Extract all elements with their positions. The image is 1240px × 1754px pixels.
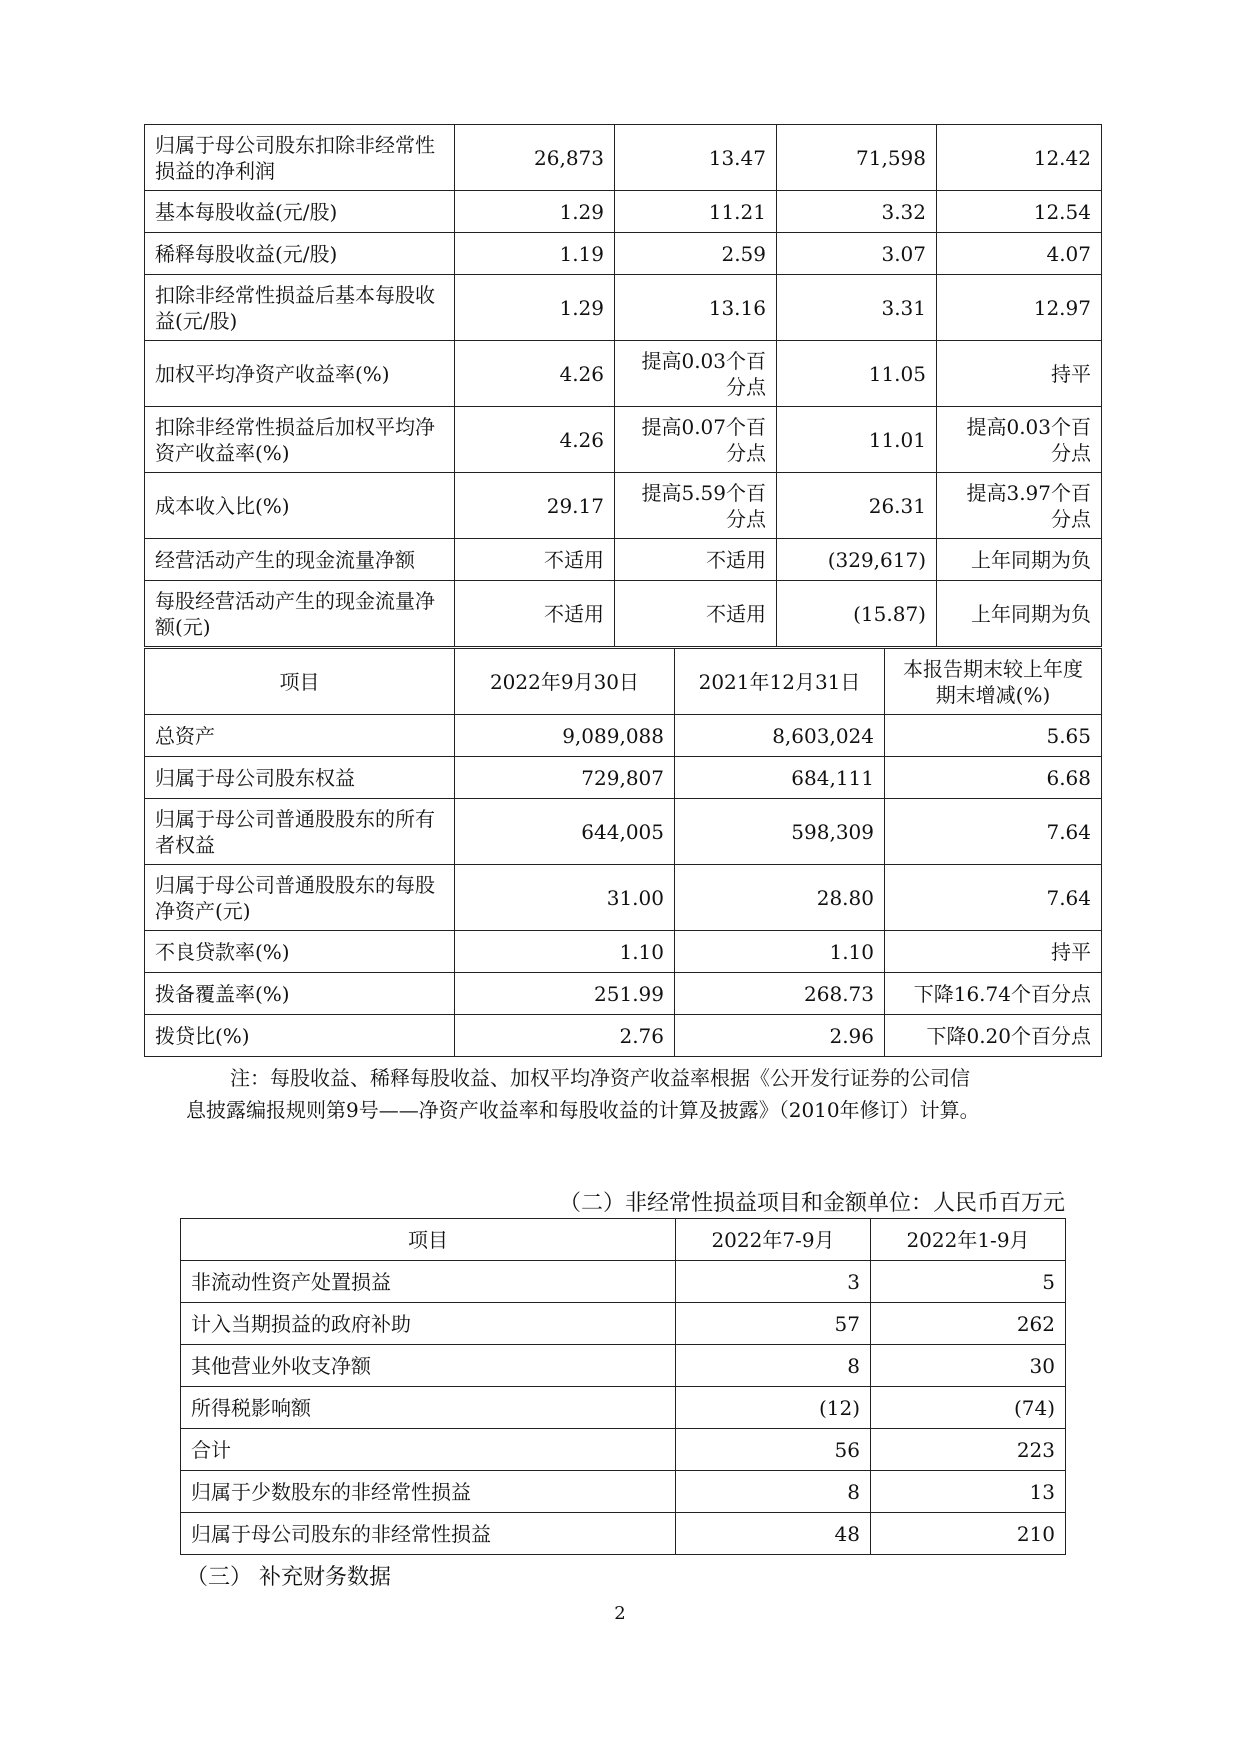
value-cell: 29.17 [455,473,615,539]
row-label: 拨备覆盖率(%) [145,973,455,1015]
column-header: 2022年1-9月 [871,1219,1066,1261]
value-cell: 上年同期为负 [937,539,1102,581]
table-header-row [181,1219,1066,1261]
value-cell: 9,089,088 [455,715,675,757]
value-cell: 26.31 [777,473,937,539]
table-row [181,1513,1066,1555]
value-cell: 持平 [937,341,1102,407]
row-label: 合计 [181,1429,676,1471]
table-row [145,1015,1102,1057]
table-row [145,407,1102,473]
value-cell: 提高3.97个百分点 [937,473,1102,539]
note-line-2: 息披露编报规则第9号——净资产收益率和每股收益的计算及披露》（2010年修订）计算。 [186,1098,980,1122]
row-label: 总资产 [145,715,455,757]
value-cell: 644,005 [455,799,675,865]
value-cell: 12.54 [937,191,1102,233]
table-note [186,1062,1086,1126]
value-cell: 7.64 [885,865,1102,931]
value-cell: 598,309 [675,799,885,865]
column-header: 项目 [145,649,455,715]
value-cell: 3.31 [777,275,937,341]
row-label: 扣除非经常性损益后基本每股收益(元/股) [145,275,455,341]
value-cell: 268.73 [675,973,885,1015]
value-cell: 持平 [885,931,1102,973]
value-cell: (12) [676,1387,871,1429]
value-cell: 提高0.07个百分点 [615,407,777,473]
value-cell: 11.01 [777,407,937,473]
value-cell: 2.96 [675,1015,885,1057]
row-label: 每股经营活动产生的现金流量净额(元) [145,581,455,647]
table-row [181,1471,1066,1513]
row-label: 经营活动产生的现金流量净额 [145,539,455,581]
value-cell: 提高0.03个百分点 [937,407,1102,473]
value-cell: 7.64 [885,799,1102,865]
column-header: 2022年9月30日 [455,649,675,715]
table-row [145,233,1102,275]
value-cell: 30 [871,1345,1066,1387]
table-row [181,1303,1066,1345]
non-recurring-items-table [180,1218,1066,1555]
value-cell: 2.59 [615,233,777,275]
value-cell: 下降16.74个百分点 [885,973,1102,1015]
row-label: 不良贷款率(%) [145,931,455,973]
column-header: 项目 [181,1219,676,1261]
table-row [145,275,1102,341]
section-heading: （三） 补充财务数据 [186,1565,391,1590]
value-cell: 262 [871,1303,1066,1345]
balance-indicators-table [144,648,1102,1057]
table-row [145,341,1102,407]
table-row [145,473,1102,539]
value-cell: 57 [676,1303,871,1345]
value-cell: (74) [871,1387,1066,1429]
row-label: 拨贷比(%) [145,1015,455,1057]
value-cell: 1.10 [675,931,885,973]
value-cell: 56 [676,1429,871,1471]
row-label: 归属于母公司股东权益 [145,757,455,799]
column-header: 2021年12月31日 [675,649,885,715]
value-cell: 8 [676,1471,871,1513]
table-row [145,931,1102,973]
value-cell: 1.10 [455,931,675,973]
row-label: 所得税影响额 [181,1387,676,1429]
value-cell: 11.21 [615,191,777,233]
table-row [145,715,1102,757]
value-cell: 5 [871,1261,1066,1303]
value-cell: 4.07 [937,233,1102,275]
value-cell: 31.00 [455,865,675,931]
value-cell: 13 [871,1471,1066,1513]
row-label: 稀释每股收益(元/股) [145,233,455,275]
value-cell: 不适用 [615,581,777,647]
value-cell: 1.19 [455,233,615,275]
row-label: 归属于母公司股东扣除非经常性损益的净利润 [145,125,455,191]
section-caption: （二）非经常性损益项目和金额单位：人民币百万元 [558,1191,1065,1216]
value-cell: 684,111 [675,757,885,799]
table-row [145,757,1102,799]
row-label: 基本每股收益(元/股) [145,191,455,233]
value-cell: 不适用 [455,581,615,647]
page-number: 2 [614,1603,626,1624]
row-label: 扣除非经常性损益后加权平均净资产收益率(%) [145,407,455,473]
value-cell: 3 [676,1261,871,1303]
table-row [145,799,1102,865]
value-cell: 3.07 [777,233,937,275]
value-cell: 6.68 [885,757,1102,799]
row-label: 归属于母公司普通股股东的所有者权益 [145,799,455,865]
table-row [145,191,1102,233]
table-row [145,125,1102,191]
column-header: 本报告期末较上年度期末增减(%) [885,649,1102,715]
value-cell: 提高0.03个百分点 [615,341,777,407]
row-label: 非流动性资产处置损益 [181,1261,676,1303]
note-line-1: 注：每股收益、稀释每股收益、加权平均净资产收益率根据《公开发行证券的公司信 [230,1066,970,1090]
row-label: 归属于母公司股东的非经常性损益 [181,1513,676,1555]
value-cell: 251.99 [455,973,675,1015]
value-cell: 提高5.59个百分点 [615,473,777,539]
value-cell: 5.65 [885,715,1102,757]
row-label: 成本收入比(%) [145,473,455,539]
table-header-row [145,649,1102,715]
value-cell: 上年同期为负 [937,581,1102,647]
row-label: 计入当期损益的政府补助 [181,1303,676,1345]
value-cell: 729,807 [455,757,675,799]
table-row [181,1429,1066,1471]
value-cell: 4.26 [455,407,615,473]
value-cell: 1.29 [455,191,615,233]
value-cell: 4.26 [455,341,615,407]
table-row [181,1387,1066,1429]
table-row [181,1261,1066,1303]
value-cell: (329,617) [777,539,937,581]
value-cell: 1.29 [455,275,615,341]
column-header: 2022年7-9月 [676,1219,871,1261]
value-cell: 2.76 [455,1015,675,1057]
value-cell: 48 [676,1513,871,1555]
table-row [145,539,1102,581]
value-cell: 71,598 [777,125,937,191]
value-cell: 13.16 [615,275,777,341]
row-label: 归属于母公司普通股股东的每股净资产(元) [145,865,455,931]
value-cell: 210 [871,1513,1066,1555]
table-row [145,581,1102,647]
value-cell: 不适用 [455,539,615,581]
key-indicators-table [144,124,1102,647]
value-cell: 223 [871,1429,1066,1471]
table-row [145,865,1102,931]
table-row [145,973,1102,1015]
row-label: 其他营业外收支净额 [181,1345,676,1387]
row-label: 归属于少数股东的非经常性损益 [181,1471,676,1513]
value-cell: 8 [676,1345,871,1387]
value-cell: 12.42 [937,125,1102,191]
value-cell: 8,603,024 [675,715,885,757]
value-cell: (15.87) [777,581,937,647]
value-cell: 13.47 [615,125,777,191]
value-cell: 28.80 [675,865,885,931]
row-label: 加权平均净资产收益率(%) [145,341,455,407]
value-cell: 12.97 [937,275,1102,341]
table-row [181,1345,1066,1387]
value-cell: 下降0.20个百分点 [885,1015,1102,1057]
value-cell: 26,873 [455,125,615,191]
value-cell: 11.05 [777,341,937,407]
value-cell: 3.32 [777,191,937,233]
value-cell: 不适用 [615,539,777,581]
